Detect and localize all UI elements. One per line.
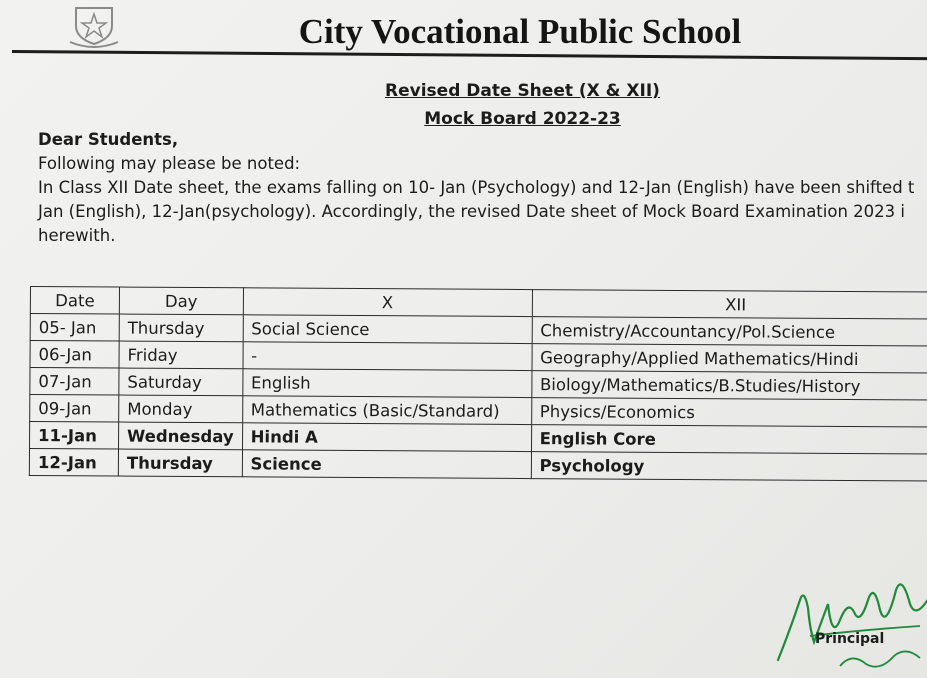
date-sheet-table [29,286,927,482]
class-xii-cell: Physics/Economics [531,398,927,427]
header-date: Date [30,287,119,315]
date-cell: 12-Jan [29,449,118,477]
body-line: Jan (English), 12-Jan(psychology). Accordingly, the revised Date sheet of Mock Board Examination 2023 i [38,202,905,221]
class-xii-cell: English Core [531,425,927,454]
day-cell: Thursday [118,449,242,477]
class-x-cell: English [242,369,531,398]
class-x-cell: Science [242,450,531,479]
principal-signature [770,560,927,678]
notice-title: Revised Date Sheet (X & XII) [385,81,660,101]
body-line: In Class XII Date sheet, the exams falling on 10- Jan (Psychology) and 12-Jan (English) have been shifted t [38,178,915,197]
class-x-cell: Hindi A [242,423,531,452]
day-cell: Friday [119,341,243,369]
signatory-label: Principal [815,631,885,647]
table-row [29,449,927,482]
greeting: Dear Students, [38,130,179,149]
header-class-xii: XII [532,290,927,319]
date-cell: 07-Jan [30,368,119,396]
day-cell: Monday [119,395,243,423]
class-x-cell: Mathematics (Basic/Standard) [242,396,531,425]
header-day: Day [119,287,243,315]
date-cell: 06-Jan [30,341,119,369]
school-name: City Vocational Public School [298,12,742,51]
body-line: herewith. [38,226,116,245]
notice-body [38,128,927,248]
day-cell: Wednesday [119,422,243,450]
class-xii-cell: Geography/Applied Mathematics/Hindi [532,344,927,373]
body-line: Following may please be noted: [38,154,301,173]
class-x-cell: - [243,342,532,371]
day-cell: Thursday [119,314,243,342]
class-x-cell: Social Science [243,315,532,344]
date-cell: 05- Jan [30,314,119,342]
class-xii-cell: Biology/Mathematics/B.Studies/History [531,371,927,400]
class-xii-cell: Chemistry/Accountancy/Pol.Science [532,317,927,346]
class-xii-cell: Psychology [531,452,927,481]
date-cell: 11-Jan [30,422,119,450]
header-class-x: X [243,288,532,317]
notice-subtitle: Mock Board 2022-23 [424,109,621,129]
date-cell: 09-Jan [30,395,119,423]
day-cell: Saturday [119,368,243,396]
